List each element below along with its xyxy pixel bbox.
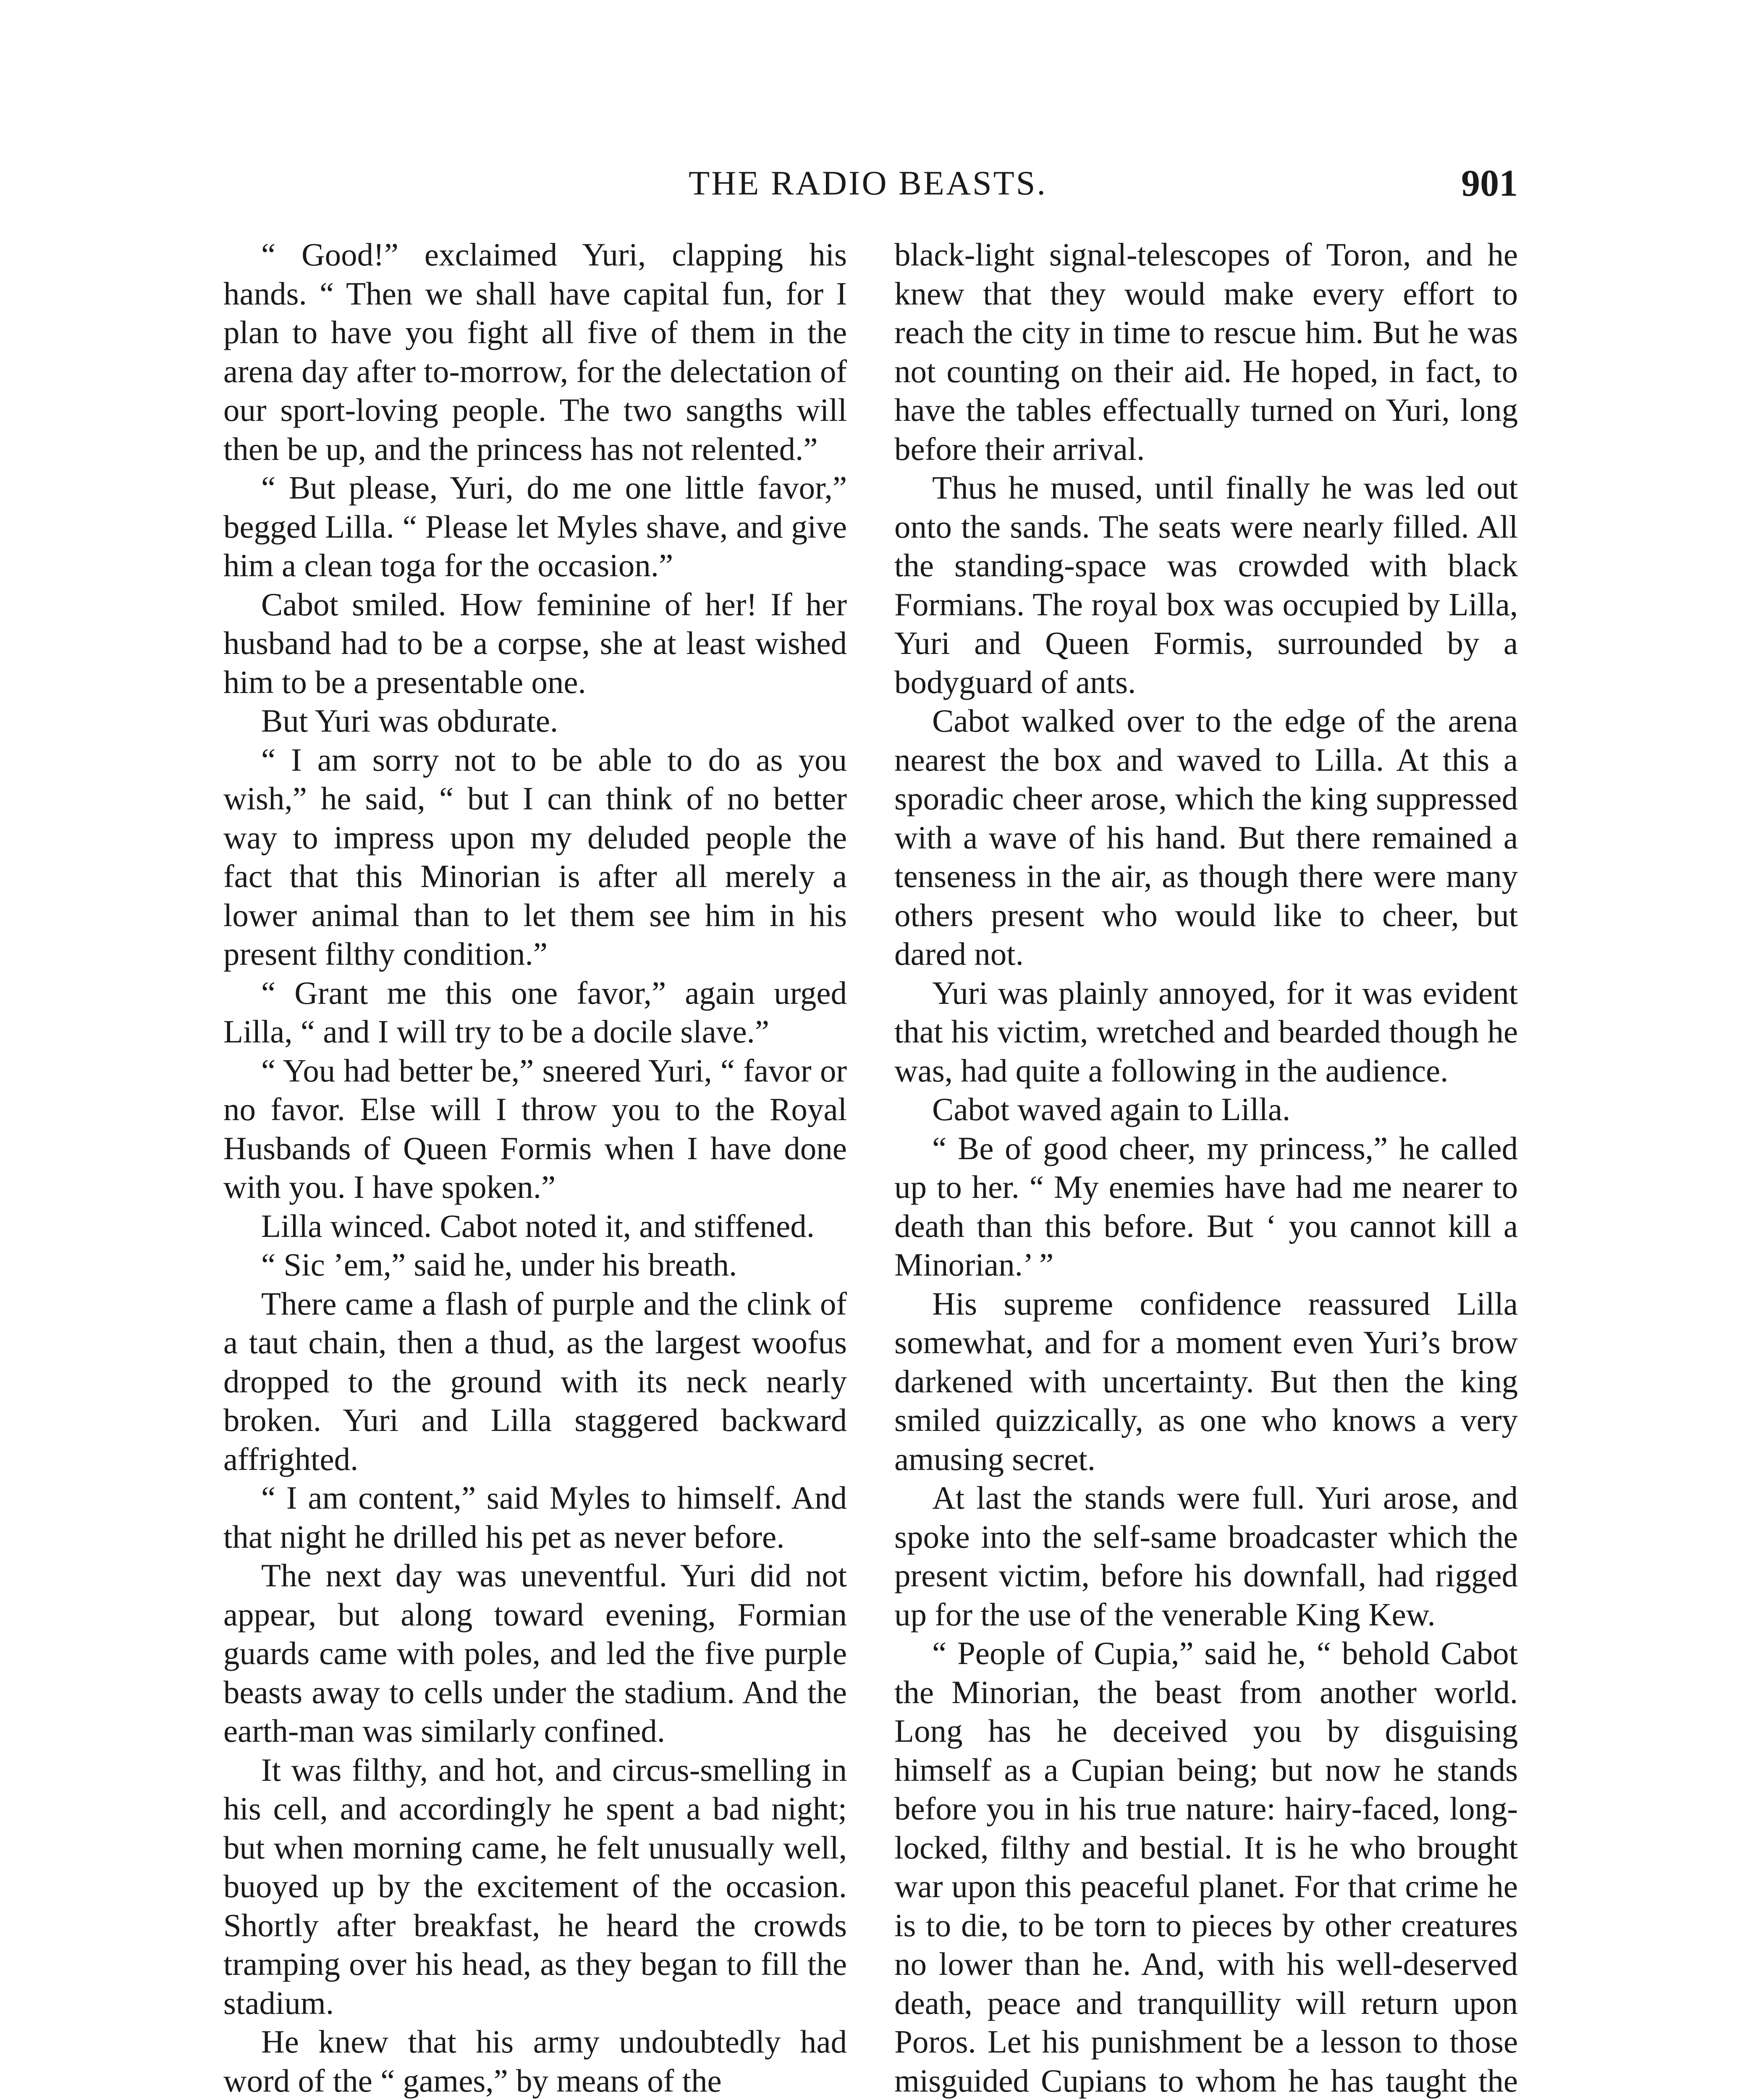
paragraph: “ I am content,” said Myles to himself. And that night he drilled his pet as never before. bbox=[223, 1480, 847, 1555]
paragraph: There came a flash of purple and the clink of a taut chain, then a thud, as the largest woofus dropped to the ground with its neck nearly broken. Yuri and Lilla staggered backward affrighted. bbox=[223, 1285, 847, 1477]
paragraph: Lilla winced. Cabot noted it, and stiffened. bbox=[261, 1208, 815, 1244]
left-column bbox=[223, 235, 847, 2100]
paragraph: It was filthy, and hot, and circus-smelling in his cell, and accordingly he spent a bad night; but when morning came, he felt unusually well, buoyed up by the excitement of the occasion. Shortly after breakfast, he heard the crowds tramping over his head, as they began to fill the stadium. bbox=[223, 1751, 847, 2021]
paragraph: Thus he mused, until finally he was led out onto the sands. The seats were nearly filled. All the standing-space was crowded with black Formians. The royal box was occupied by Lilla, Yuri and Queen Formis, surrounded by a bodyguard of ants. bbox=[894, 470, 1518, 700]
paragraph: Yuri was plainly annoyed, for it was evident that his victim, wretched and bearded though he was, had quite a following in the audience. bbox=[894, 974, 1518, 1089]
paragraph: black-light signal-telescopes of Toron, and he knew that they would make every effort to reach the city in time to rescue him. But he was not counting on their aid. He hoped, in fact, to have the tables effectually turned on Yuri, long before their arrival. bbox=[894, 236, 1518, 467]
paragraph: “ I am sorry not to be able to do as you wish,” he said, “ but I can think of no better way to impress upon my deluded people the fact that this Minorian is after all merely a lower animal than to let them see him in his present filthy condition.” bbox=[223, 741, 847, 972]
paragraph: “ But please, Yuri, do me one little favor,” begged Lilla. “ Please let Myles shave, and give him a clean toga for the occasion.” bbox=[223, 470, 847, 583]
running-title: THE RADIO BEASTS. bbox=[689, 164, 1047, 202]
paragraph: He knew that his army undoubtedly had word of the “ games,” by means of the bbox=[223, 2024, 847, 2099]
right-column bbox=[894, 235, 1518, 2100]
paragraph: “ Good!” exclaimed Yuri, clapping his hands. “ Then we shall have capital fun, for I plan to have you fight all five of them in the arena day after to-morrow, for the delectation of our sport-loving people. The two sangths will then be up, and the princess has not relented.” bbox=[223, 236, 847, 467]
paragraph: But Yuri was obdurate. bbox=[261, 703, 558, 739]
paragraph: “ People of Cupia,” said he, “ behold Cabot the Minorian, the beast from another world. Long has he deceived you by disguising himself as a Cupian being; but now he stands before you in his true nature: hairy-faced, long-locked, filthy and bestial. It is he who brought war upon this peaceful planet. For that crime he is to die, to be torn to pieces by other creatures no lower than he. And, with his well-deserved death, peace and tranquillity will return upon Poros. Let his punishment be a lesson to those misguided Cupians to whom he has taught the bbox=[894, 1635, 1518, 2099]
paragraph: “ You had better be,” sneered Yuri, “ favor or no favor. Else will I throw you to the Royal Husbands of Queen Formis when I have done with you. I have spoken.” bbox=[223, 1052, 847, 1205]
paragraph: At last the stands were full. Yuri arose, and spoke into the self-same broadcaster which the present victim, before his downfall, had rigged up for the use of the venerable King Kew. bbox=[894, 1480, 1518, 1633]
paragraph: Cabot walked over to the edge of the arena nearest the box and waved to Lilla. At this a sporadic cheer arose, which the king suppressed with a wave of his hand. But there remained a tenseness in the air, as though there were many others present who would like to cheer, but dared not. bbox=[894, 703, 1518, 972]
paragraph: Cabot waved again to Lilla. bbox=[932, 1091, 1291, 1127]
paragraph: “ Sic ’em,” said he, under his breath. bbox=[261, 1247, 737, 1283]
page-number: 901 bbox=[1461, 163, 1518, 204]
paragraph: The next day was uneventful. Yuri did not appear, but along toward evening, Formian guards came with poles, and led the five purple beasts away to cells under the stadium. And the earth-man was similarly confined. bbox=[223, 1557, 847, 1749]
paragraph: “ Be of good cheer, my princess,” he called up to her. “ My enemies have had me nearer to death than this before. But ‘ you cannot kill a Minorian.’ ” bbox=[894, 1130, 1518, 1283]
paragraph: “ Grant me this one favor,” again urged Lilla, “ and I will try to be a docile slave.” bbox=[223, 974, 847, 1050]
paragraph: Cabot smiled. How feminine of her! If her husband had to be a corpse, she at least wished him to be a presentable one. bbox=[223, 586, 847, 700]
paragraph: His supreme confidence reassured Lilla somewhat, and for a moment even Yuri’s brow darkened with uncertainty. But then the king smiled quizzically, as one who knows a very amusing secret. bbox=[894, 1285, 1518, 1477]
